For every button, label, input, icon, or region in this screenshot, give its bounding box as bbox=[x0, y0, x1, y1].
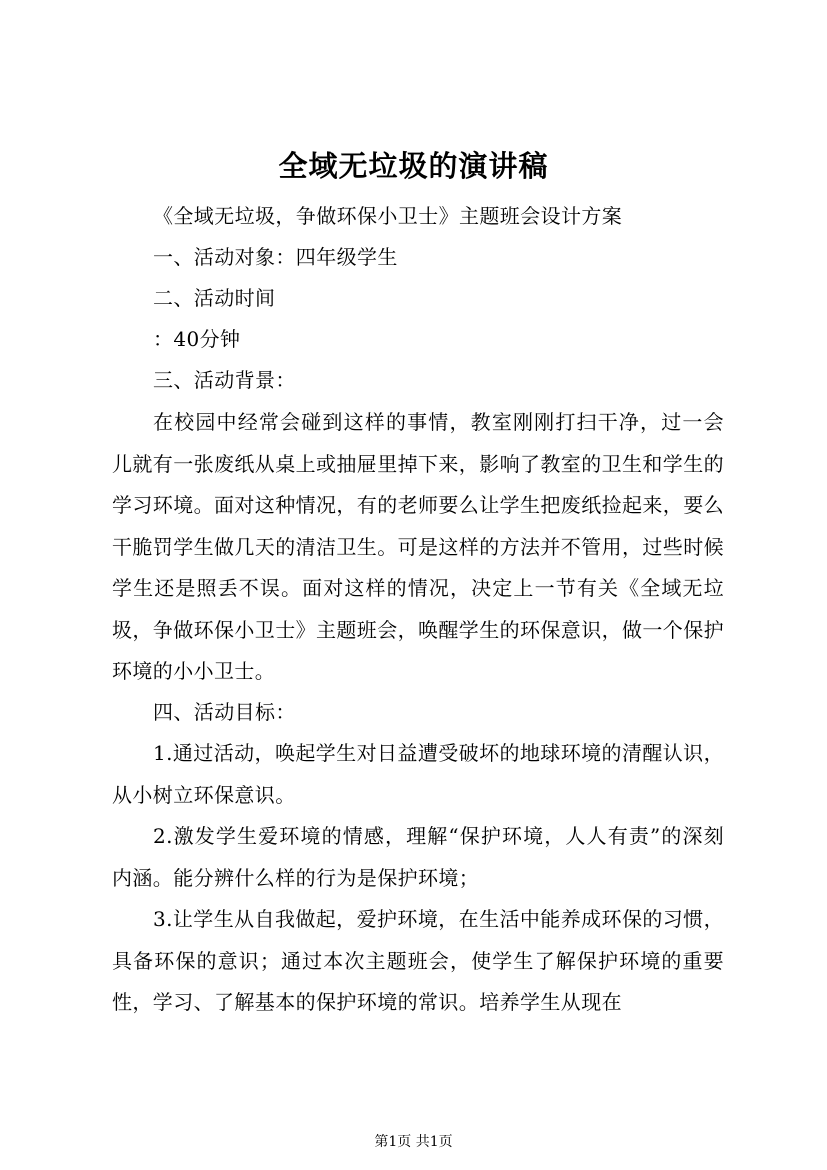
document-title: 全域无垃圾的演讲稿 bbox=[278, 149, 549, 183]
page-footer: 第1页 共1页 bbox=[374, 1134, 453, 1150]
section-activity-background: 三、活动背景： bbox=[153, 368, 296, 392]
background-paragraph: 在校园中经常会碰到这样的事情，教室刚刚打扫干净，过一会儿就有一张废纸从桌上或抽屉里掉下来，影响了教室的卫生和学生的学习环境。面对这种情况，有的老师要么让学生把废纸捡起来，要么干脆罚学生做几天的清洁卫生。可是这样的方法并不管用，过些时候学生还是照丢不误。面对这样的情况，决定上一节有关《全域无垃圾，争做环保小卫士》主题班会，唤醒学生的环保意识，做一个保护环境的小小卫士。 bbox=[112, 410, 724, 683]
goal-item-1: 1.通过活动，唤起学生对日益遭受破坏的地球环境的清醒认识，从小树立环保意识。 bbox=[112, 741, 724, 807]
document-subtitle: 《全域无垃圾，争做环保小卫士》主题班会设计方案 bbox=[153, 204, 623, 228]
goal-item-3: 3.让学生从自我做起，爱护环境，在生活中能养成环保的习惯，具备环保的意识；通过本次主题班会，使学生了解保护环境的重要性，学习、了解基本的保护环境的常识。培养学生从现在 bbox=[112, 907, 724, 1014]
section-activity-time: 二、活动时间 bbox=[153, 286, 276, 310]
section-activity-target: 一、活动对象：四年级学生 bbox=[153, 245, 398, 269]
goal-item-2: 2.激发学生爱环境的情感，理解“保护环境，人人有责”的深刻内涵。能分辨什么样的行为是保护环境； bbox=[112, 824, 724, 890]
section-activity-goals: 四、活动目标： bbox=[153, 700, 296, 724]
activity-time-value: ：40分钟 bbox=[153, 327, 241, 351]
